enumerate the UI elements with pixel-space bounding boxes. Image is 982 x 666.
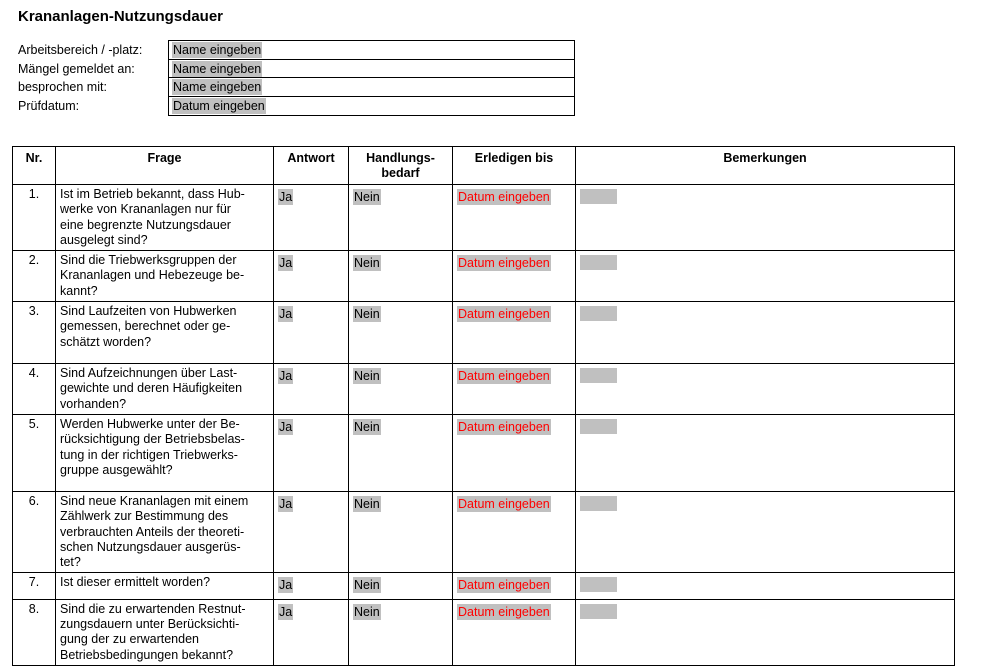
pruefdatum-field[interactable]: Datum eingeben <box>173 98 265 113</box>
row-question <box>56 491 274 572</box>
question-line: Zählwerk zur Bestimmung des <box>60 509 229 524</box>
question-line: rücksichtigung der Betriebsbelas- <box>60 432 245 447</box>
erledigen-bis-field[interactable]: Datum eingeben <box>458 369 550 384</box>
antwort-field[interactable]: Ja <box>279 578 293 593</box>
row-nr: 6. <box>13 491 56 572</box>
antwort-field[interactable]: Ja <box>279 190 293 204</box>
antwort-field[interactable]: Ja <box>279 604 293 619</box>
bemerkungen-field[interactable] <box>580 419 617 434</box>
label-besprochen: besprochen mit: <box>18 80 107 94</box>
row-datum-cell <box>453 491 576 572</box>
row-datum-cell <box>453 599 576 665</box>
row-question <box>56 251 274 302</box>
handlungsbedarf-field[interactable]: Nein <box>354 190 380 204</box>
row-question <box>56 302 274 364</box>
maengel-field[interactable]: Name eingeben <box>173 61 262 76</box>
erledigen-bis-field[interactable]: Datum eingeben <box>458 256 550 271</box>
label-pruefdatum: Prüfdatum: <box>18 99 80 113</box>
handlungsbedarf-field[interactable]: Nein <box>354 604 380 619</box>
table-row <box>13 573 955 599</box>
row-antwort-cell <box>274 414 349 491</box>
row-antwort-cell <box>274 185 349 251</box>
row-question <box>56 414 274 491</box>
header-handlungsbedarf-line1: Handlungs- <box>366 151 435 165</box>
row-bemerkungen-cell <box>576 491 955 572</box>
row-bedarf-cell <box>349 414 453 491</box>
header-fields-box <box>168 40 575 116</box>
header-row-besprochen <box>169 78 574 97</box>
question-line: Sind die Triebwerksgruppen der <box>60 253 237 268</box>
row-bemerkungen-cell <box>576 364 955 415</box>
row-nr: 8. <box>13 599 56 665</box>
label-arbeitsbereich: Arbeitsbereich / -platz: <box>18 43 143 57</box>
bemerkungen-field[interactable] <box>580 255 617 270</box>
bemerkungen-field[interactable] <box>580 306 617 321</box>
row-bedarf-cell <box>349 185 453 251</box>
bemerkungen-field[interactable] <box>580 189 617 204</box>
row-nr: 1. <box>13 185 56 251</box>
row-antwort-cell <box>274 302 349 364</box>
header-row-arbeitsbereich <box>169 41 574 60</box>
question-line: gung der zu erwartenden <box>60 632 199 647</box>
arbeitsbereich-field[interactable]: Name eingeben <box>173 43 262 57</box>
antwort-field[interactable]: Ja <box>279 496 293 511</box>
row-bemerkungen-cell <box>576 599 955 665</box>
question-line: gemessen, berechnet oder ge- <box>60 319 231 334</box>
question-line: tet? <box>60 555 81 570</box>
row-bedarf-cell <box>349 251 453 302</box>
header-frage: Frage <box>56 147 274 185</box>
table-row <box>13 251 955 302</box>
question-line: zungsdauern unter Berücksichti- <box>60 617 240 632</box>
row-bemerkungen-cell <box>576 414 955 491</box>
label-maengel: Mängel gemeldet an: <box>18 62 135 76</box>
bemerkungen-field[interactable] <box>580 368 617 383</box>
handlungsbedarf-field[interactable]: Nein <box>354 578 380 593</box>
erledigen-bis-field[interactable]: Datum eingeben <box>458 307 550 322</box>
row-antwort-cell <box>274 491 349 572</box>
question-line: ausgelegt sind? <box>60 232 148 247</box>
question-line: Werden Hubwerke unter der Be- <box>60 416 240 431</box>
besprochen-field[interactable]: Name eingeben <box>173 80 262 94</box>
bemerkungen-field[interactable] <box>580 604 617 619</box>
question-line: verbrauchten Anteils der theoreti- <box>60 524 245 539</box>
antwort-field[interactable]: Ja <box>279 307 293 322</box>
erledigen-bis-field[interactable]: Datum eingeben <box>458 190 550 204</box>
bemerkungen-field[interactable] <box>580 577 617 592</box>
row-bedarf-cell <box>349 573 453 599</box>
header-bemerkungen: Bemerkungen <box>576 147 955 185</box>
header-handlungsbedarf-line2: bedarf <box>381 166 420 181</box>
header-row-maengel <box>169 60 574 79</box>
erledigen-bis-field[interactable]: Datum eingeben <box>458 419 550 434</box>
table-body <box>13 185 955 666</box>
handlungsbedarf-field[interactable]: Nein <box>354 307 380 322</box>
question-line: gruppe ausgewählt? <box>60 462 173 477</box>
table-row <box>13 414 955 491</box>
antwort-field[interactable]: Ja <box>279 419 293 434</box>
question-line: Krananlagen und Hebezeuge be- <box>60 268 245 283</box>
row-bemerkungen-cell <box>576 185 955 251</box>
handlungsbedarf-field[interactable]: Nein <box>354 369 380 384</box>
row-datum-cell <box>453 302 576 364</box>
table-header-row <box>13 147 955 185</box>
row-nr: 7. <box>13 573 56 599</box>
question-line: tung in der richtigen Triebwerks- <box>60 447 238 462</box>
header-nr: Nr. <box>13 147 56 185</box>
row-datum-cell <box>453 364 576 415</box>
table-row <box>13 302 955 364</box>
page-title: Krananlagen-Nutzungsdauer <box>18 8 224 25</box>
question-line: kannt? <box>60 283 98 298</box>
question-line: vorhanden? <box>60 396 127 411</box>
checklist-table <box>12 146 955 666</box>
row-datum-cell <box>453 185 576 251</box>
row-antwort-cell <box>274 251 349 302</box>
row-antwort-cell <box>274 364 349 415</box>
row-nr: 5. <box>13 414 56 491</box>
row-datum-cell <box>453 251 576 302</box>
row-bedarf-cell <box>349 364 453 415</box>
question-line: Sind Aufzeichnungen über Last- <box>60 366 238 381</box>
row-question <box>56 599 274 665</box>
handlungsbedarf-field[interactable]: Nein <box>354 419 380 434</box>
question-line: gewichte und deren Häufigkeiten <box>60 381 243 396</box>
header-handlungsbedarf <box>349 147 453 185</box>
row-antwort-cell <box>274 573 349 599</box>
row-bemerkungen-cell <box>576 251 955 302</box>
header-erledigen-bis: Erledigen bis <box>453 147 576 185</box>
row-question <box>56 573 274 599</box>
question-line: Sind neue Krananlagen mit einem <box>60 493 249 508</box>
row-question <box>56 364 274 415</box>
row-bedarf-cell <box>349 491 453 572</box>
header-row-pruefdatum <box>169 97 574 116</box>
question-line: Betriebsbedingungen bekannt? <box>60 647 234 662</box>
antwort-field[interactable]: Ja <box>279 369 293 384</box>
row-bemerkungen-cell <box>576 573 955 599</box>
question-line: werke von Krananlagen nur für <box>60 202 231 217</box>
question-line: schen Nutzungsdauer ausgerüs- <box>60 539 241 554</box>
erledigen-bis-field[interactable]: Datum eingeben <box>458 578 550 593</box>
erledigen-bis-field[interactable]: Datum eingeben <box>458 604 550 619</box>
row-nr: 2. <box>13 251 56 302</box>
handlungsbedarf-field[interactable]: Nein <box>354 496 380 511</box>
question-line: Ist im Betrieb bekannt, dass Hub- <box>60 187 245 201</box>
row-datum-cell <box>453 414 576 491</box>
question-line: Sind Laufzeiten von Hubwerken <box>60 304 237 319</box>
question-line: Sind die zu erwartenden Restnut- <box>60 601 246 616</box>
row-bemerkungen-cell <box>576 302 955 364</box>
table-row <box>13 364 955 415</box>
question-line: Ist dieser ermittelt worden? <box>60 575 211 590</box>
row-nr: 3. <box>13 302 56 364</box>
bemerkungen-field[interactable] <box>580 496 617 511</box>
table-row <box>13 491 955 572</box>
row-question <box>56 185 274 251</box>
table-row <box>13 599 955 665</box>
row-bedarf-cell <box>349 599 453 665</box>
row-antwort-cell <box>274 599 349 665</box>
question-line: schätzt worden? <box>60 334 152 349</box>
table-row <box>13 185 955 251</box>
header-antwort: Antwort <box>274 147 349 185</box>
row-datum-cell <box>453 573 576 599</box>
erledigen-bis-field[interactable]: Datum eingeben <box>458 496 550 511</box>
antwort-field[interactable]: Ja <box>279 256 293 271</box>
handlungsbedarf-field[interactable]: Nein <box>354 256 380 271</box>
row-nr: 4. <box>13 364 56 415</box>
row-bedarf-cell <box>349 302 453 364</box>
question-line: eine begrenzte Nutzungsdauer <box>60 217 231 232</box>
